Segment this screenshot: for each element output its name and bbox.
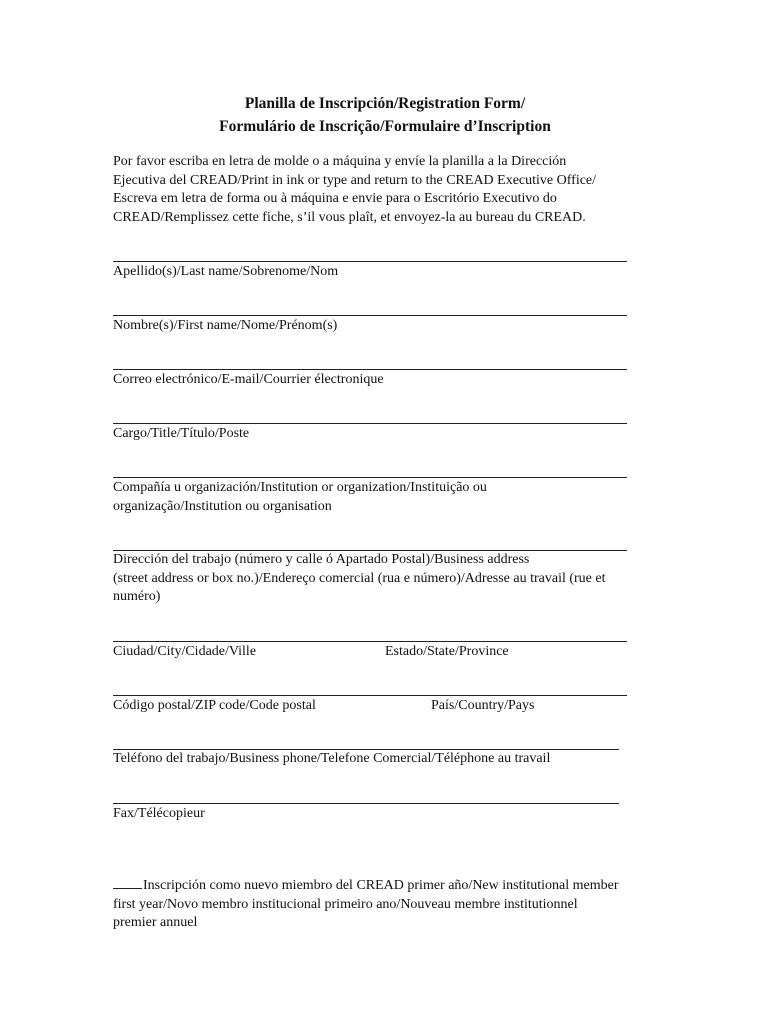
job-title-label: Cargo/Title/Título/Poste bbox=[113, 426, 250, 441]
job-title-input-line[interactable] bbox=[113, 423, 627, 424]
city-label: Ciudad/City/Cidade/Ville bbox=[113, 644, 257, 659]
membership-option-label-line-1: Inscripción como nuevo miembro del CREAD primer año/New institutional member bbox=[143, 878, 619, 893]
last-name-label: Apellido(s)/Last name/Sobrenome/Nom bbox=[113, 264, 339, 279]
membership-checkbox-blank[interactable] bbox=[113, 876, 142, 889]
form-title-line-1: Planilla de Inscripción/Registration Form/ bbox=[244, 95, 526, 112]
instructions-line: Por favor escriba en letra de molde o a máquina y envíe la planilla a la Dirección bbox=[113, 154, 567, 169]
email-label: Correo electrónico/E-mail/Courrier électronique bbox=[113, 372, 384, 387]
fax-input-line[interactable] bbox=[113, 803, 619, 804]
business-address-label-line-2: (street address or box no.)/Endereço comercial (rua e número)/Adresse au travail (rue et bbox=[113, 570, 606, 586]
institution-input-line[interactable] bbox=[113, 477, 627, 478]
zip-code-label: Código postal/ZIP code/Code postal bbox=[113, 698, 316, 713]
zip-country-input-line[interactable] bbox=[113, 695, 627, 696]
business-address-label-line-3: numéro) bbox=[113, 589, 161, 604]
form-title-line-2: Formulário de Inscrição/Formulaire d’Inscription bbox=[219, 118, 551, 135]
business-address-label-line-1: Dirección del trabajo (número y calle ó Apartado Postal)/Business address bbox=[113, 552, 530, 567]
fax-label: Fax/Télécopieur bbox=[113, 806, 205, 821]
city-state-input-line[interactable] bbox=[113, 641, 627, 642]
instructions-line: CREAD/Remplissez cette fiche, s’il vous plaît, et envoyez-la au bureau du CREAD. bbox=[113, 209, 586, 225]
first-name-input-line[interactable] bbox=[113, 315, 627, 316]
email-input-line[interactable] bbox=[113, 369, 627, 370]
membership-option-label-line-3: premier annuel bbox=[113, 915, 198, 930]
business-phone-label: Teléfono del trabajo/Business phone/Telefone Comercial/Téléphone au travail bbox=[113, 751, 551, 766]
instructions-paragraph bbox=[113, 153, 653, 227]
institution-label-line-2: organização/Institution ou organisation bbox=[113, 498, 332, 514]
last-name-input-line[interactable] bbox=[113, 261, 627, 262]
membership-option-label-line-2: first year/Novo membro institucional primeiro ano/Nouveau membre institutionnel bbox=[113, 896, 578, 912]
state-label: Estado/State/Province bbox=[385, 644, 509, 659]
instructions-line: Escreva em letra de forma ou à máquina e envie para o Escritório Executivo do bbox=[113, 191, 557, 206]
membership-option bbox=[113, 876, 673, 933]
first-name-label: Nombre(s)/First name/Nome/Prénom(s) bbox=[113, 318, 338, 333]
institution-label-line-1: Compañía u organización/Institution or organization/Instituição ou bbox=[113, 480, 487, 495]
country-label: País/Country/Pays bbox=[431, 698, 535, 713]
instructions-line: Ejecutiva del CREAD/Print in ink or type and return to the CREAD Executive Office/ bbox=[113, 172, 597, 188]
